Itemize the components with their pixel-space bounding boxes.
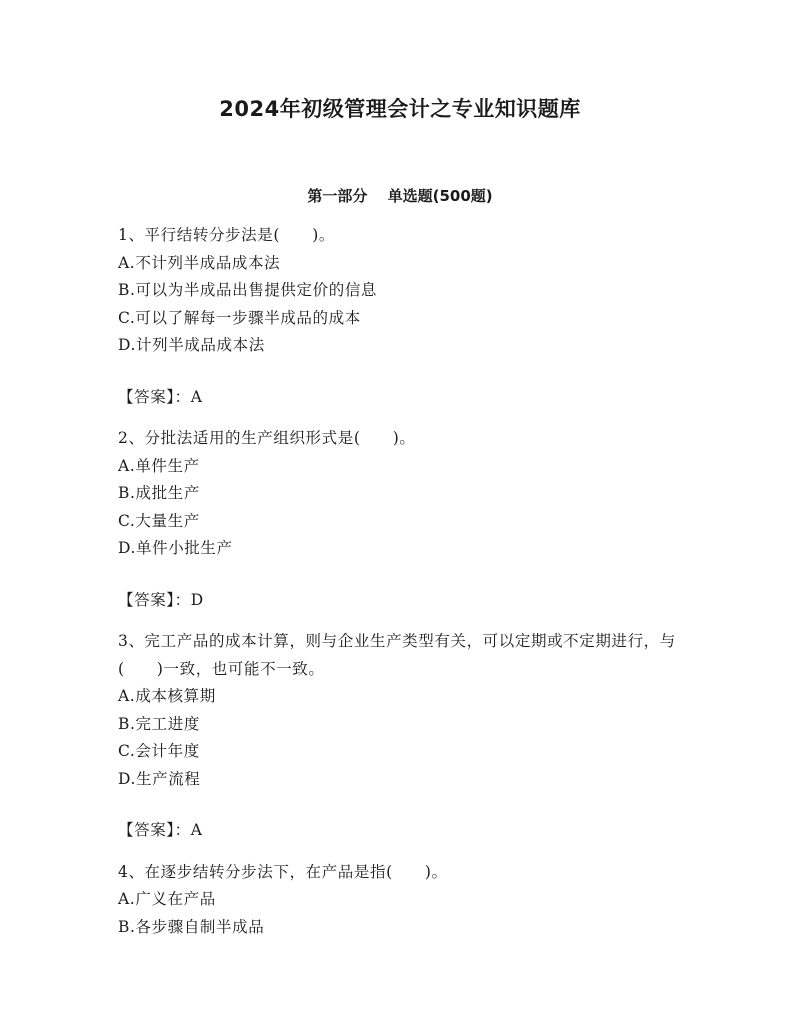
answer-line: 【答案】：D: [118, 590, 204, 609]
question-3: [118, 628, 688, 859]
question-text: 2、分批法适用的生产组织形式是( )。: [118, 429, 416, 447]
answer-line: 【答案】：A: [118, 387, 203, 406]
option-d: D.计列半成品成本法: [118, 336, 265, 354]
option-a: A.不计列半成品成本法: [118, 253, 281, 272]
spacer: [118, 845, 688, 859]
document-title: 2024年初级管理会计之专业知识题库: [219, 97, 581, 121]
option-c: C.大量生产: [118, 511, 200, 530]
option-b: B.各步骤自制半成品: [118, 917, 265, 936]
question-4: [118, 859, 688, 942]
option-d: D.生产流程: [118, 769, 201, 788]
option-c: C.会计年度: [118, 742, 200, 760]
question-text: 4、在逐步结转分步法下，在产品是指( )。: [118, 862, 448, 881]
spacer: [118, 614, 688, 628]
question-1: [118, 222, 688, 425]
option-d: D.单件小批生产: [118, 539, 233, 557]
question-list: [118, 222, 688, 941]
option-a: A.单件生产: [118, 456, 200, 475]
option-a: A.成本核算期: [118, 687, 216, 705]
option-b: B.完工进度: [118, 714, 200, 733]
option-a: A.广义在产品: [118, 890, 216, 908]
question-text: 3、完工产品的成本计算，则与企业生产类型有关，可以定期或不定期进行，与( )一致，也可能不一致。: [118, 632, 676, 678]
question-text: 1、平行结转分步法是( )。: [118, 226, 335, 244]
option-b: B.可以为半成品出售提供定价的信息: [118, 281, 378, 299]
option-b: B.成批生产: [118, 484, 200, 502]
answer-line: 【答案】：A: [118, 821, 203, 839]
section-title: 第一部分 单选题(500题): [307, 187, 493, 205]
spacer: [118, 411, 688, 425]
question-2: [118, 425, 688, 628]
option-c: C.可以了解每一步骤半成品的成本: [118, 308, 361, 327]
